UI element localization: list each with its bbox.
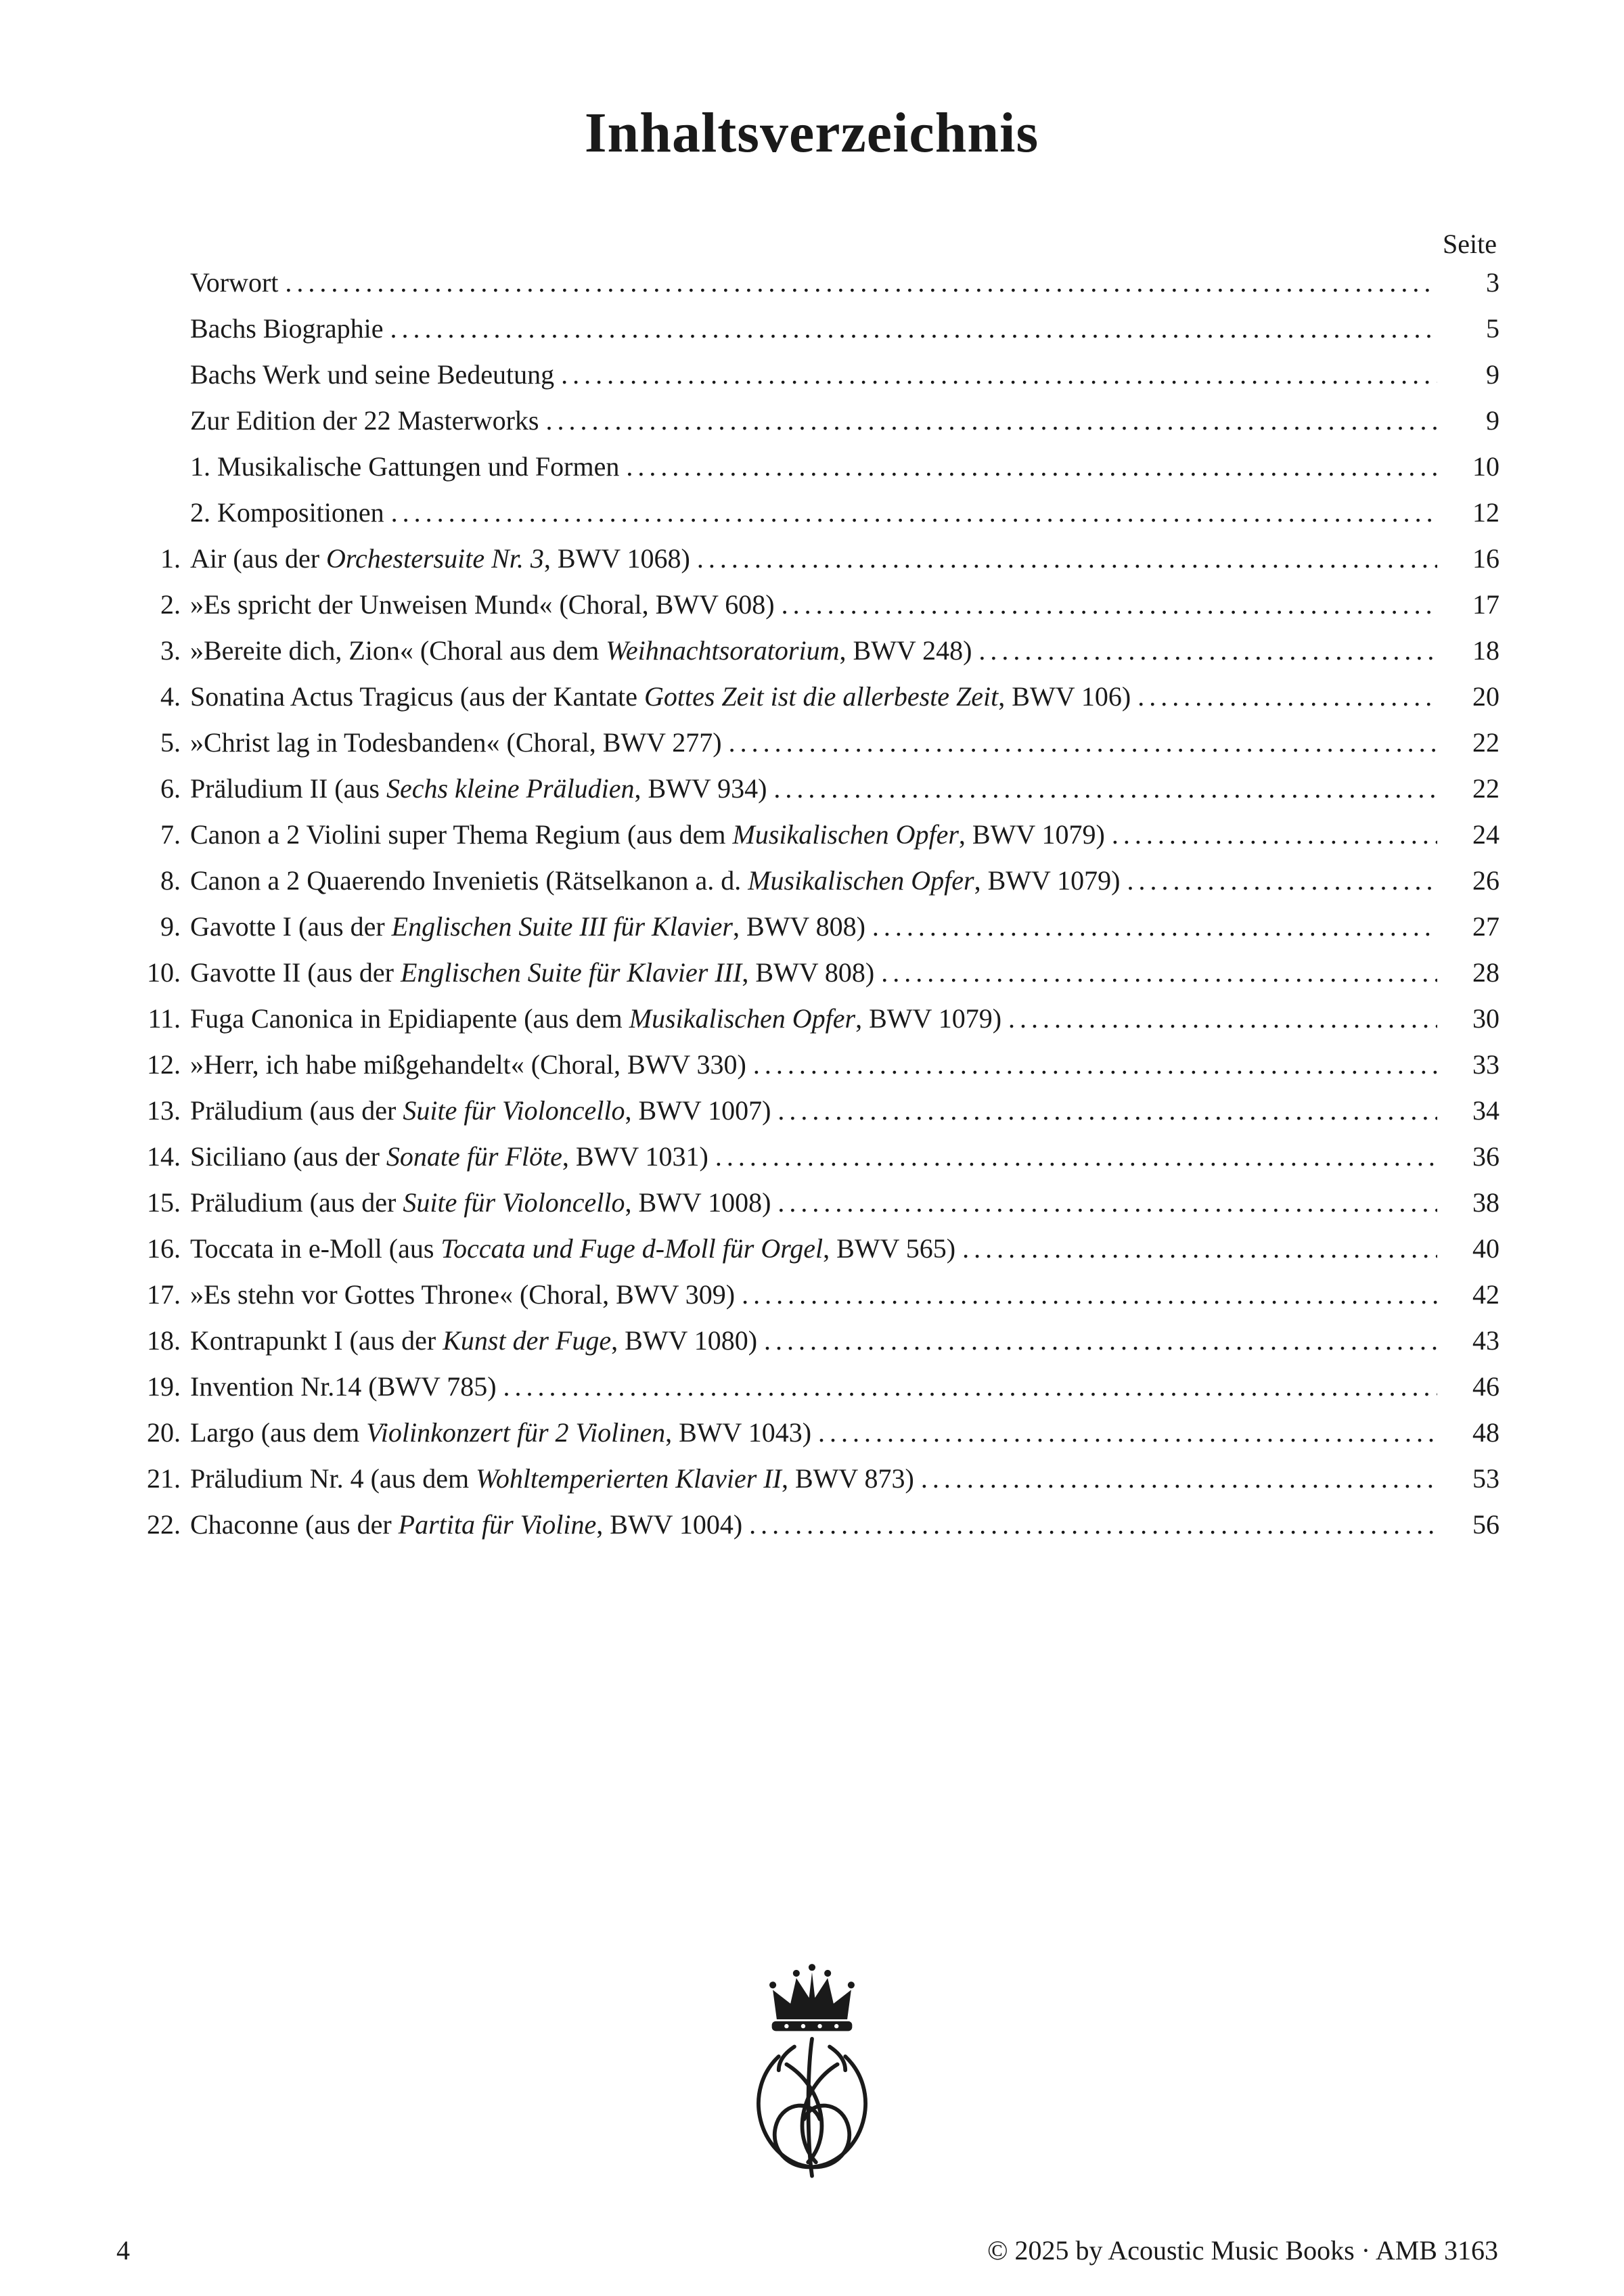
toc-row (124, 773, 1499, 819)
toc-entry-title: Bachs Werk und seine Bedeutung (190, 359, 555, 390)
toc-row (124, 1509, 1499, 1555)
dotted-leader (742, 1279, 1437, 1310)
toc-row (124, 359, 1499, 405)
toc-entry-page: 38 (1472, 1187, 1499, 1218)
dotted-leader (764, 1325, 1437, 1356)
toc-entry-title: Toccata in e-Moll (aus Toccata und Fuge d-Moll für Orgel, BWV 565) (190, 1233, 956, 1264)
toc-entry-title: Präludium (aus der Suite für Violoncello, BWV 1008) (190, 1187, 771, 1218)
toc-row (124, 1371, 1499, 1417)
toc-row (124, 1095, 1499, 1141)
toc-entry-title: Kontrapunkt I (aus der Kunst der Fuge, BWV 1080) (190, 1325, 758, 1356)
toc-row (124, 1187, 1499, 1233)
toc-row (124, 1325, 1499, 1371)
dotted-leader (962, 1233, 1437, 1264)
toc-row (124, 313, 1499, 359)
dotted-leader (1008, 1003, 1437, 1034)
toc-row (124, 957, 1499, 1003)
toc-entry-page: 12 (1472, 497, 1499, 528)
toc-entry-title: »Christ lag in Todesbanden« (Choral, BWV 277) (190, 727, 722, 758)
toc-entry-page: 22 (1472, 727, 1499, 758)
folio-page-number: 4 (116, 2235, 130, 2266)
toc-entry-page: 5 (1486, 313, 1499, 344)
toc-entry-number: 3. (160, 635, 181, 666)
toc-entry-page: 30 (1472, 1003, 1499, 1034)
toc-entry-number: 13. (147, 1095, 181, 1126)
toc-entry-page: 3 (1486, 267, 1499, 298)
seite-column-header: Seite (1443, 229, 1497, 259)
toc-entry-page: 10 (1472, 451, 1499, 482)
bach-seal-emblem (710, 1962, 914, 2189)
toc-row (124, 865, 1499, 911)
toc-entry-number: 9. (160, 911, 181, 942)
toc-entry-title: Largo (aus dem Violinkonzert für 2 Violinen, BWV 1043) (190, 1417, 812, 1448)
toc-entry-title: Fuga Canonica in Epidiapente (aus dem Musikalischen Opfer, BWV 1079) (190, 1003, 1002, 1034)
toc-entry-title: »Es spricht der Unweisen Mund« (Choral, BWV 608) (190, 589, 775, 620)
toc-entry-title: Zur Edition der 22 Masterworks (190, 405, 539, 436)
toc-entry-page: 40 (1472, 1233, 1499, 1264)
toc-entry-number: 22. (147, 1509, 181, 1540)
toc-entry-page: 48 (1472, 1417, 1499, 1448)
dotted-leader (872, 911, 1437, 942)
toc-entry-title: Canon a 2 Violini super Thema Regium (aus dem Musikalischen Opfer, BWV 1079) (190, 819, 1105, 850)
toc-entry-page: 33 (1472, 1049, 1499, 1080)
toc-row (124, 1049, 1499, 1095)
toc-entry-page: 17 (1472, 589, 1499, 620)
toc-entry-page: 9 (1486, 359, 1499, 390)
toc-entry-number: 21. (147, 1463, 181, 1494)
toc-entry-title: Air (aus der Orchestersuite Nr. 3, BWV 1068) (190, 543, 690, 574)
dotted-leader (285, 267, 1437, 298)
dotted-leader (561, 359, 1437, 390)
toc-entry-number: 18. (147, 1325, 181, 1356)
dotted-leader (390, 313, 1438, 344)
toc-entry-number: 8. (160, 865, 181, 896)
toc-entry-title: »Bereite dich, Zion« (Choral aus dem Weihnachtsoratorium, BWV 248) (190, 635, 972, 666)
toc-row (124, 1141, 1499, 1187)
toc-entry-title: »Es stehn vor Gottes Throne« (Choral, BWV 309) (190, 1279, 736, 1310)
toc-row (124, 1233, 1499, 1279)
dotted-leader (715, 1141, 1437, 1172)
toc-entry-number: 11. (148, 1003, 181, 1034)
toc-entry-page: 36 (1472, 1141, 1499, 1172)
toc-entry-number: 14. (147, 1141, 181, 1172)
dotted-leader (729, 727, 1437, 758)
dotted-leader (818, 1417, 1437, 1448)
toc-row (124, 497, 1499, 543)
toc-entry-number: 5. (160, 727, 181, 758)
dotted-leader (503, 1371, 1437, 1402)
toc-entry-title: Sonatina Actus Tragicus (aus der Kantate Gottes Zeit ist die allerbeste Zeit, BWV 106) (190, 681, 1131, 712)
dotted-leader (753, 1049, 1437, 1080)
toc-entry-number: 16. (147, 1233, 181, 1264)
toc-entry-title: Chaconne (aus der Partita für Violine, BWV 1004) (190, 1509, 743, 1540)
toc-entry-title: Gavotte II (aus der Englischen Suite für Klavier III, BWV 808) (190, 957, 875, 988)
table-of-contents (124, 267, 1499, 1555)
dotted-leader (921, 1463, 1437, 1494)
toc-row (124, 681, 1499, 727)
toc-entry-page: 24 (1472, 819, 1499, 850)
dotted-leader (749, 1509, 1437, 1540)
dotted-leader (1127, 865, 1438, 896)
toc-entry-number: 6. (160, 773, 181, 804)
dotted-leader (391, 497, 1437, 528)
toc-entry-number: 17. (147, 1279, 181, 1310)
toc-entry-number: 10. (147, 957, 181, 988)
toc-row (124, 1003, 1499, 1049)
toc-entry-page: 27 (1472, 911, 1499, 942)
toc-entry-title: Präludium Nr. 4 (aus dem Wohltemperierten Klavier II, BWV 873) (190, 1463, 914, 1494)
dotted-leader (777, 1095, 1437, 1126)
toc-entry-title: Invention Nr.14 (BWV 785) (190, 1371, 497, 1402)
toc-entry-title: »Herr, ich habe mißgehandelt« (Choral, BWV 330) (190, 1049, 746, 1080)
toc-entry-title: Gavotte I (aus der Englischen Suite III für Klavier, BWV 808) (190, 911, 865, 942)
toc-entry-page: 43 (1472, 1325, 1499, 1356)
toc-entry-title: Präludium II (aus Sechs kleine Präludien, BWV 934) (190, 773, 767, 804)
toc-entry-title: Canon a 2 Quaerendo Invenietis (Rätselkanon a. d. Musikalischen Opfer, BWV 1079) (190, 865, 1121, 896)
toc-row (124, 589, 1499, 635)
copyright-line: © 2025 by Acoustic Music Books · AMB 3163 (987, 2235, 1498, 2266)
toc-entry-page: 42 (1472, 1279, 1499, 1310)
dotted-leader (1112, 819, 1437, 850)
toc-entry-page: 16 (1472, 543, 1499, 574)
dotted-leader (773, 773, 1437, 804)
dotted-leader (697, 543, 1437, 574)
toc-entry-page: 34 (1472, 1095, 1499, 1126)
toc-row (124, 727, 1499, 773)
toc-entry-page: 18 (1472, 635, 1499, 666)
toc-entry-number: 12. (147, 1049, 181, 1080)
toc-entry-number: 19. (147, 1371, 181, 1402)
toc-row (124, 635, 1499, 681)
dotted-leader (777, 1187, 1437, 1218)
toc-entry-page: 9 (1486, 405, 1499, 436)
toc-entry-page: 26 (1472, 865, 1499, 896)
dotted-leader (626, 451, 1437, 482)
toc-entry-page: 20 (1472, 681, 1499, 712)
page-title: Inhaltsverzeichnis (584, 101, 1039, 164)
toc-entry-title: 2. Kompositionen (190, 497, 384, 528)
toc-entry-title: Bachs Biographie (190, 313, 384, 344)
toc-row (124, 267, 1499, 313)
toc-row (124, 451, 1499, 497)
toc-entry-number: 1. (160, 543, 181, 574)
toc-entry-number: 7. (160, 819, 181, 850)
toc-row (124, 911, 1499, 957)
toc-entry-title: 1. Musikalische Gattungen und Formen (190, 451, 620, 482)
dotted-leader (978, 635, 1437, 666)
toc-row (124, 1463, 1499, 1509)
dotted-leader (881, 957, 1437, 988)
toc-row (124, 543, 1499, 589)
toc-entry-page: 22 (1472, 773, 1499, 804)
dotted-leader (782, 589, 1437, 620)
toc-row (124, 1279, 1499, 1325)
toc-entry-number: 20. (147, 1417, 181, 1448)
dotted-leader (1137, 681, 1437, 712)
toc-row (124, 819, 1499, 865)
toc-entry-page: 53 (1472, 1463, 1499, 1494)
toc-entry-title: Präludium (aus der Suite für Violoncello, BWV 1007) (190, 1095, 771, 1126)
toc-row (124, 405, 1499, 451)
toc-entry-number: 15. (147, 1187, 181, 1218)
toc-entry-number: 2. (160, 589, 181, 620)
dotted-leader (545, 405, 1437, 436)
toc-entry-title: Siciliano (aus der Sonate für Flöte, BWV 1031) (190, 1141, 708, 1172)
page-footer (0, 2234, 1624, 2266)
toc-entry-page: 28 (1472, 957, 1499, 988)
toc-entry-page: 46 (1472, 1371, 1499, 1402)
toc-row (124, 1417, 1499, 1463)
bach-monogram-seal-icon (714, 1962, 910, 2186)
toc-entry-title: Vorwort (190, 267, 279, 298)
toc-entry-number: 4. (160, 681, 181, 712)
toc-entry-page: 56 (1472, 1509, 1499, 1540)
